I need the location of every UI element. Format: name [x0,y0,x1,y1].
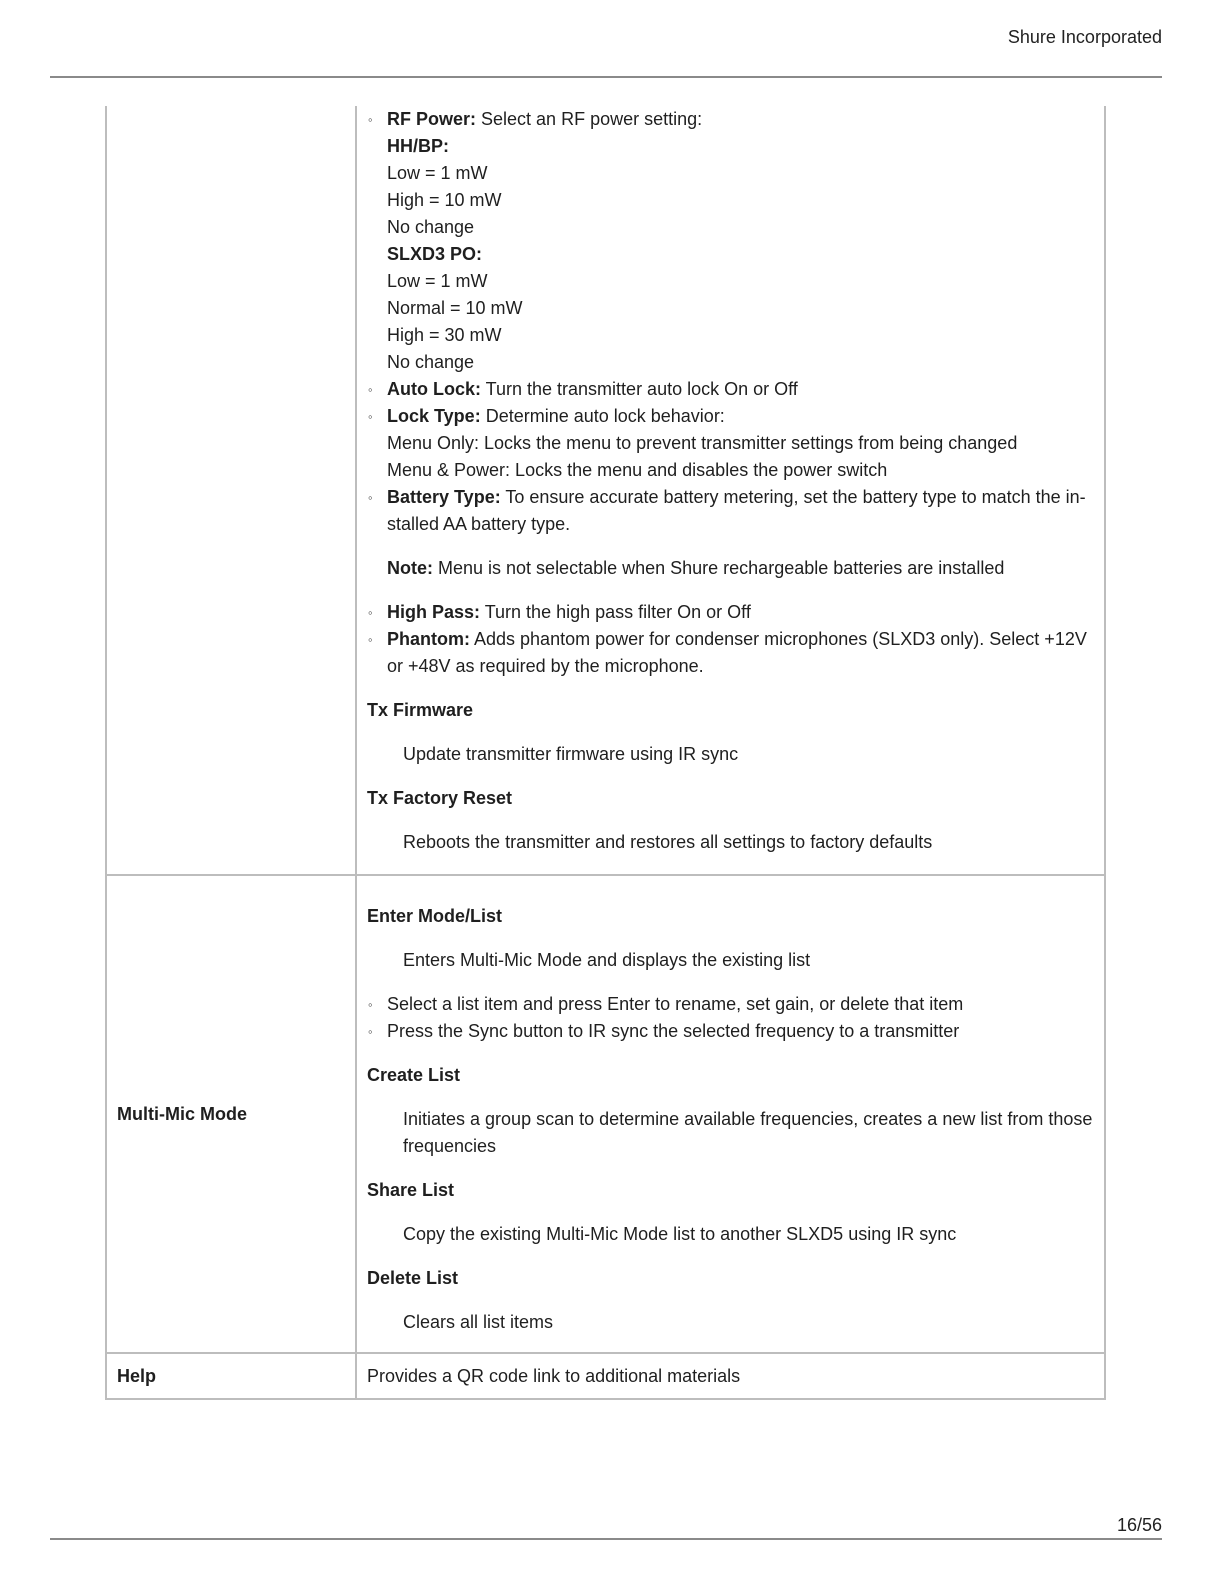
slxd3-option: No change [387,352,475,372]
tx-settings-list-2 [367,599,1094,680]
lock-type-option: Menu Only: Locks the menu to prevent transmitter settings from being changed [387,433,1018,453]
enter-mode-heading: Enter Mode/List [367,906,503,926]
high-pass-label: High Pass: [387,602,481,622]
list-item-battery-type [368,484,1094,538]
hhbp-option: No change [387,217,475,237]
tx-firmware-desc: Update transmitter firmware using IR sync [403,744,739,764]
list-item-lock-type [368,403,1094,484]
bullet-icon: ◦ [368,997,373,1012]
list-item [368,1018,1094,1045]
lock-type-label: Lock Type: [387,406,481,426]
enter-mode-list [367,991,1094,1045]
list-item [368,991,1094,1018]
lock-type-option: Menu & Power: Locks the menu and disables the power switch [387,460,888,480]
list-item-phantom [368,626,1094,680]
list-item-high-pass [368,599,1094,626]
table-row [106,106,1105,875]
list-item-text: Select a list item and press Enter to rename, set gain, or delete that item [387,994,964,1014]
list-item-rf-power [368,106,1094,376]
hhbp-option: Low = 1 mW [387,163,488,183]
note-text: Menu is not selectable when Shure rechargeable batteries are installed [433,558,1005,578]
share-list-desc: Copy the existing Multi-Mic Mode list to another SLXD5 using IR sync [403,1224,957,1244]
create-list-desc-line: frequencies [403,1136,497,1156]
tx-firmware-heading: Tx Firmware [367,700,474,720]
battery-type-label: Battery Type: [387,487,501,507]
list-item-text: Press the Sync button to IR sync the selected frequency to a transmitter [387,1021,960,1041]
rf-power-label: RF Power: [387,109,477,129]
tx-settings-list [367,106,1094,538]
help-label: Help [106,1353,356,1399]
delete-list-desc: Clears all list items [403,1312,554,1332]
bullet-icon: ◦ [368,1024,373,1039]
help-desc: Provides a QR code link to additional materials [356,1353,1105,1399]
slxd3-option: Low = 1 mW [387,271,488,291]
delete-list-heading: Delete List [367,1268,459,1288]
battery-type-text-cont: stalled AA battery type. [387,514,571,534]
tx-factory-reset-desc: Reboots the transmitter and restores all settings to factory defaults [403,832,933,852]
multi-mic-mode-label: Multi-Mic Mode [106,875,356,1353]
table-row [106,875,1105,1353]
high-pass-text: Turn the high pass filter On or Off [480,602,751,622]
tx-factory-reset-heading: Tx Factory Reset [367,788,513,808]
table-row [106,1353,1105,1399]
auto-lock-label: Auto Lock: [387,379,481,399]
enter-mode-desc: Enters Multi-Mic Mode and displays the existing list [403,950,811,970]
create-list-desc [367,1106,1094,1160]
header-company-name: Shure Incorporated [1007,27,1162,47]
header-divider [50,76,1162,78]
create-list-heading: Create List [367,1065,461,1085]
list-item-auto-lock [368,376,1094,403]
phantom-text-cont: or +48V as required by the microphone. [387,656,704,676]
create-list-desc-line: Initiates a group scan to determine available frequencies, creates a new list from those [403,1109,1093,1129]
bullet-icon: ◦ [368,112,373,127]
menu-settings-table [105,106,1106,1400]
table-cell-tx-settings [356,106,1105,875]
phantom-label: Phantom: [387,629,470,649]
auto-lock-text: Turn the transmitter auto lock On or Off [481,379,798,399]
footer-divider [50,1538,1162,1540]
bullet-icon: ◦ [368,409,373,424]
hhbp-option: High = 10 mW [387,190,502,210]
page-number: 16/56 [1116,1515,1162,1535]
slxd3-option: Normal = 10 mW [387,298,523,318]
battery-type-text: To ensure accurate battery metering, set the battery type to match the in- [500,487,1086,507]
note-label: Note: [387,558,433,578]
rf-power-text: Select an RF power setting: [476,109,703,129]
hhbp-label: HH/BP: [387,136,449,156]
slxd3-option: High = 30 mW [387,325,502,345]
phantom-text: Adds phantom power for condenser microphones (SLXD3 only). Select +12V [470,629,1087,649]
bullet-icon: ◦ [368,490,373,505]
battery-note [367,555,1094,582]
bullet-icon: ◦ [368,382,373,397]
table-cell-empty [106,106,356,875]
lock-type-text: Determine auto lock behavior: [480,406,725,426]
slxd3-label: SLXD3 PO: [387,244,483,264]
bullet-icon: ◦ [368,605,373,620]
bullet-icon: ◦ [368,632,373,647]
share-list-heading: Share List [367,1180,455,1200]
table-cell-multi-mic [356,875,1105,1353]
